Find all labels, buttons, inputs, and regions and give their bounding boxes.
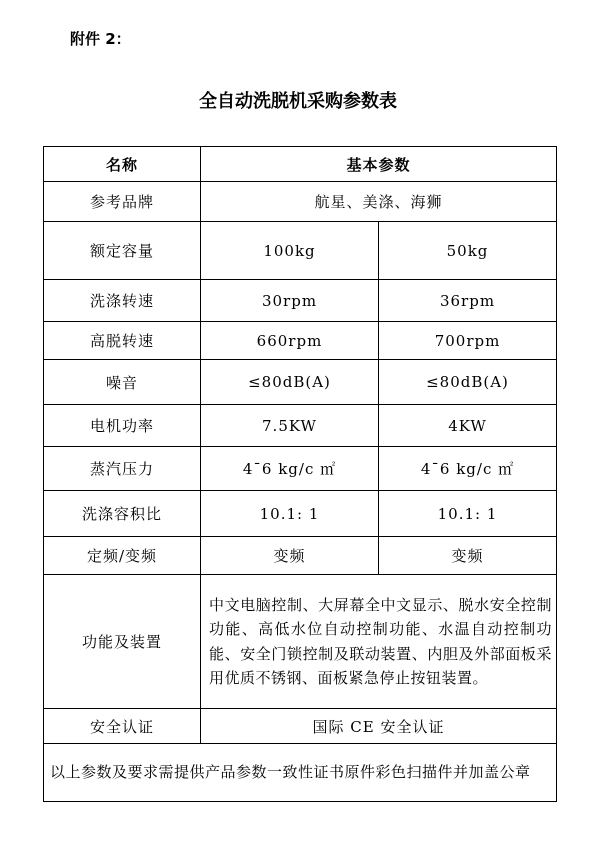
table-row-note — [44, 744, 557, 802]
row-label: 安全认证 — [44, 709, 201, 744]
value-a: 100kg — [201, 222, 379, 280]
note-text: 以上参数及要求需提供产品参数一致性证书原件彩色扫描件并加盖公章 — [44, 744, 557, 802]
features-value: 中文电脑控制、大屏幕全中文显示、脱水安全控制功能、高低水位自动控制功能、水温自动控制功能、安全门锁控制及联动装置、内胆及外部面板采用优质不锈钢、面板紧急停止按钮装置。 — [201, 575, 557, 709]
value-b: 10.1: 1 — [379, 491, 557, 537]
value-b: ≤80dB(A) — [379, 360, 557, 405]
table-row — [44, 322, 557, 360]
value-a: 10.1: 1 — [201, 491, 379, 537]
row-label: 高脱转速 — [44, 322, 201, 360]
table-row — [44, 491, 557, 537]
table-row — [44, 537, 557, 575]
value-b: 4¯6 kg/c ㎡ — [379, 447, 557, 491]
table-row — [44, 360, 557, 405]
row-label: 洗涤转速 — [44, 280, 201, 322]
value-b: 36rpm — [379, 280, 557, 322]
row-label: 噪音 — [44, 360, 201, 405]
header-params: 基本参数 — [201, 147, 557, 182]
table-row — [44, 447, 557, 491]
row-label: 蒸汽压力 — [44, 447, 201, 491]
row-label: 额定容量 — [44, 222, 201, 280]
table-row — [44, 405, 557, 447]
row-label: 电机功率 — [44, 405, 201, 447]
table-row-features — [44, 575, 557, 709]
value-a: 变频 — [201, 537, 379, 575]
value-b: 700rpm — [379, 322, 557, 360]
value-b: 4KW — [379, 405, 557, 447]
table-row — [44, 182, 557, 222]
attachment-label: 附件 2： — [70, 30, 131, 48]
value-b: 50kg — [379, 222, 557, 280]
table-row — [44, 280, 557, 322]
parameter-table — [43, 146, 557, 802]
table-row-certification — [44, 709, 557, 744]
page-title: 全自动洗脱机采购参数表 — [199, 91, 397, 112]
value-a: ≤80dB(A) — [201, 360, 379, 405]
table-header-row — [44, 147, 557, 182]
value-b: 变频 — [379, 537, 557, 575]
value-a: 7.5KW — [201, 405, 379, 447]
header-name: 名称 — [44, 147, 201, 182]
value-a: 30rpm — [201, 280, 379, 322]
row-label: 洗涤容积比 — [44, 491, 201, 537]
row-label: 参考品牌 — [44, 182, 201, 222]
row-label: 定频/变频 — [44, 537, 201, 575]
brand-value: 航星、美涤、海狮 — [201, 182, 557, 222]
table-row — [44, 222, 557, 280]
certification-value: 国际 CE 安全认证 — [201, 709, 557, 744]
row-label: 功能及装置 — [44, 575, 201, 709]
value-a: 660rpm — [201, 322, 379, 360]
value-a: 4¯6 kg/c ㎡ — [201, 447, 379, 491]
